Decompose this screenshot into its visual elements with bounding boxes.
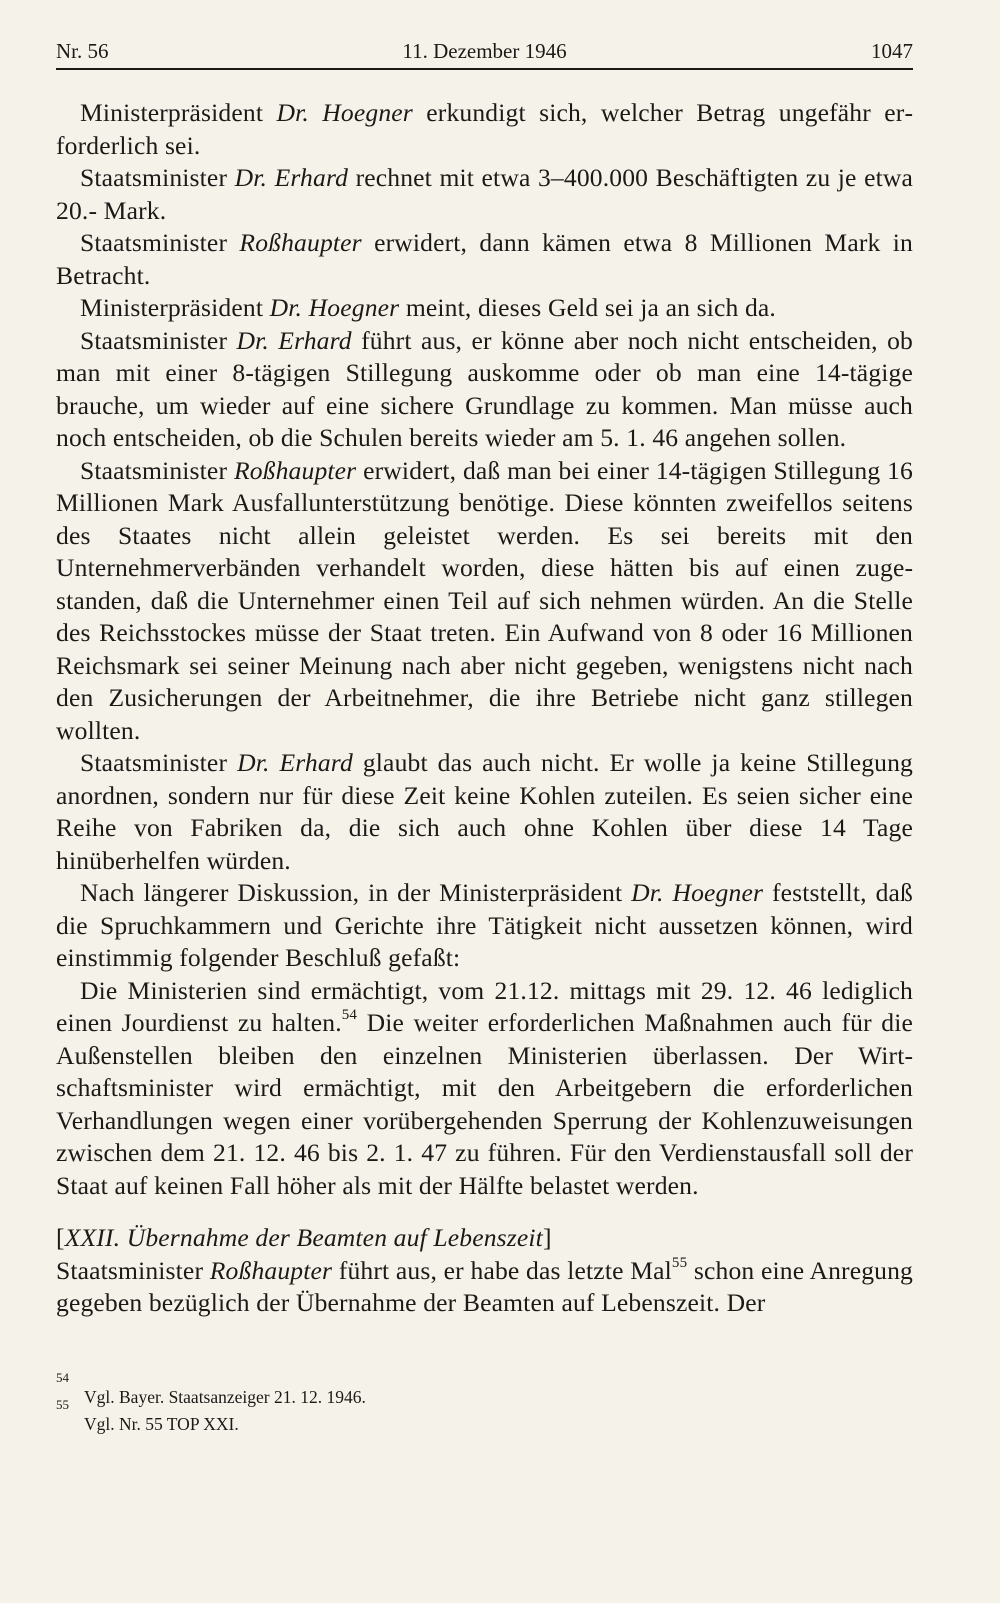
running-header [56, 36, 913, 66]
footnote-ref: 55 [671, 1254, 688, 1271]
header-rule [56, 68, 913, 70]
paragraph: Staatsminister Roßhaupter erwidert, dann kämen etwa 8 Millionen Mark in Betracht. [56, 228, 913, 290]
speaker-name: Dr. Erhard [234, 163, 349, 192]
footnotes [56, 1370, 913, 1438]
speaker-name: Dr. Hoegner [269, 293, 400, 322]
paragraph: Ministerpräsident Dr. Hoegner erkundigt sich, welcher Betrag ungefähr erforderlich sei. [56, 98, 913, 160]
speaker-name: Roßhaupter [209, 1255, 333, 1285]
section-heading: [XXII. Übernahme der Beamten auf Lebenszeit] [56, 1223, 552, 1252]
resolution-paragraph: Die Ministerien sind ermächtigt, vom 21.12. mittags mit 29. 12. 46 lediglich einen Jourdienst zu halten.$^{54}$ Die weiter erforderlichen Maßnahmen auch für die Außenstellen bleiben den einzelnen Ministerien überlassen. Der Wirtschaftsminister wird ermächtigt, mit den Arbeitgebern die erforderlichen Verhandlungen wegen einer vorübergehenden Sperrung der Kohlenzuweisungen zwischen dem 21. 12. 46 bis 2. 1. 47 zu führen. Für den Verdienstausfall soll der Staat auf keinen Fall höher als mit der Hälfte belastet werden. [56, 975, 913, 1200]
protocol-number: Nr. 56 [56, 39, 109, 63]
speaker-name: Roßhaupter [233, 455, 357, 485]
speaker-name: Dr. Erhard [237, 748, 353, 777]
section-title: XXII. Übernahme der Beamten auf Lebenszeit [64, 1223, 543, 1252]
page-number: 1047 [871, 39, 913, 63]
paragraph: Ministerpräsident Dr. Hoegner meint, dieses Geld sei ja an sich da. [80, 293, 776, 322]
header-date: 11. Dezember 1946 [402, 39, 567, 63]
speaker-name: Dr. Hoegner [631, 878, 764, 907]
speaker-name: Dr. Erhard [236, 325, 352, 355]
speaker-name: Roßhaupter [239, 228, 362, 257]
paragraph: Staatsminister Dr. Erhard rechnet mit etwa 3–400.000 Beschäftigten zu je etwa 20.- Mark. [56, 163, 913, 225]
footnote: 55 Vgl. Nr. 55 TOP XXI. [56, 1397, 239, 1434]
body-text [56, 97, 913, 1320]
paragraph: Staatsminister Roßhaupter führt aus, er habe das letzte Mal$^{55}$ schon eine Anregung gegeben bezüglich der Übernahme der Beamten auf Lebenszeit. Der [56, 1254, 913, 1317]
footnote-ref: 54 [341, 1007, 358, 1024]
footnote: 54 Vgl. Bayer. Staatsanzeiger 21. 12. 1946. [56, 1370, 366, 1407]
paragraph: Staatsminister Dr. Erhard führt aus, er könne aber noch nicht entscheiden, ob man mit einer 8-tägigen Stillegung auskomme oder ob man eine 14-tägige brauche, um wieder auf eine sichere Grundlage zu kommen. Man müsse auch noch entscheiden, ob die Schulen bereits wieder am 5. 1. 46 angehen sollen. [56, 325, 913, 452]
paragraph: Staatsminister Dr. Erhard glaubt das auch nicht. Er wolle ja keine Stillegung anordnen, sondern nur für diese Zeit keine Kohlen zuteilen. Es seien sicher eine Reihe von Fabriken da, die sich auch ohne Kohlen über diese 14 Tage hinüberhelfen würden. [56, 748, 913, 875]
speaker-name: Dr. Hoegner [276, 98, 413, 127]
paragraph: Nach längerer Diskussion, in der Ministerpräsident Dr. Hoegner feststellt, daß die Spruchkammern und Gerichte ihre Tätigkeit nicht aussetzen können, wird einstimmig folgender Beschluß gefaßt: [56, 878, 913, 972]
paragraph: Staatsminister Roßhaupter erwidert, daß man bei einer 14-tägigen Stillegung 16 Millionen Mark Ausfallunterstützung benötige. Diese könnten zweifellos seitens des Staates nicht allein geleistet werden. Es sei bereits mit den Unternehmerverbänden verhandelt worden, diese hätten bis auf einen zugestanden, daß die Unternehmer einen Teil auf sich nehmen würden. An die Stelle des Reichsstockes müsse der Staat treten. Ein Aufwand von 8 oder 16 Millionen Reichsmark sei seiner Meinung nach aber nicht gegeben, wenigstens nicht nach den Zusicherungen der Arbeitnehmer, die ihre Betriebe nicht ganz stillegen wollten. [56, 455, 913, 745]
